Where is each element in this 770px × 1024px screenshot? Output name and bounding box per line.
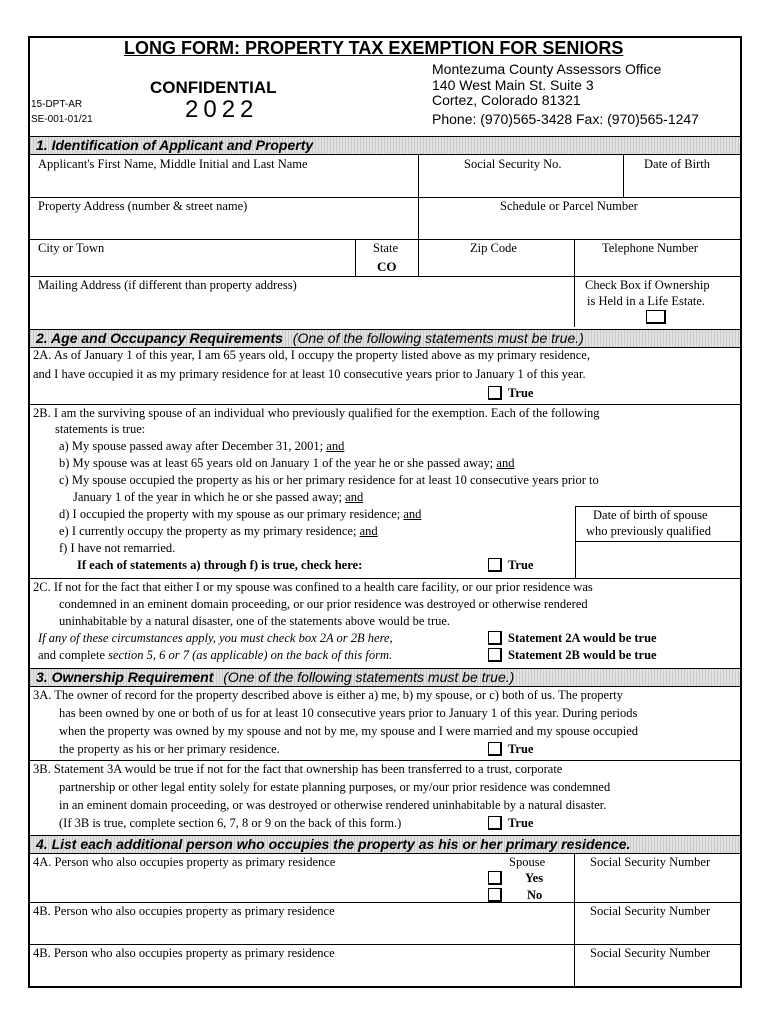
spouse-yes-checkbox[interactable] <box>488 871 502 885</box>
s2c-italic-2b: section 5, 6 or 7 (as applicable) on the back of this form. <box>108 648 393 662</box>
s2b-true-checkbox[interactable] <box>488 558 502 572</box>
life-estate-label-1: Check Box if Ownership <box>585 278 710 292</box>
s3b-line-3: in an eminent domain proceeding, or was destroyed or otherwise rendered uninhabitable by a natural disaster. <box>59 798 607 812</box>
stmt-2a-checkbox[interactable] <box>488 631 502 645</box>
s2b-c-1: c) My spouse occupied the property as his or her primary residence for at least 10 consecutive years prior to <box>59 473 599 487</box>
and-word: and <box>326 439 345 453</box>
s2a-true-label: True <box>508 386 534 400</box>
spouse-yes-label: Yes <box>525 871 544 885</box>
city-label: City or Town <box>38 241 105 255</box>
s2b-true-label: True <box>508 558 534 572</box>
and-word: and <box>496 456 515 470</box>
row-4a-ssn-label: Social Security Number <box>590 855 711 869</box>
row-4a-name-field[interactable] <box>32 870 482 900</box>
s3a-line-3: when the property was owned by my spouse and not by me, my spouse and I were married and my spouse occupied <box>59 724 639 738</box>
section-4-header <box>30 835 740 854</box>
s2b-e-text: e) I currently occupy the property as my primary residence; <box>59 524 360 538</box>
s3a-line-1: 3A. The owner of record for the property described above is either a) me, b) my spouse, or c) both of us. The property <box>33 688 623 702</box>
section-3-title: 3. Ownership Requirement <box>36 669 214 685</box>
stmt-2b-checkbox[interactable] <box>488 648 502 662</box>
s2b-b <box>59 456 514 471</box>
phone-label: Telephone Number <box>602 241 698 255</box>
property-address-field[interactable] <box>32 214 416 238</box>
s3b-true-checkbox[interactable] <box>488 816 502 830</box>
section-3-subtitle: (One of the following statements must be true.) <box>223 669 515 685</box>
office-phone: Phone: (970)565-3428 Fax: (970)565-1247 <box>432 110 699 127</box>
row-4c-label: 4B. Person who also occupies property as primary residence <box>33 946 335 960</box>
s2b-a-text: a) My spouse passed away after December 31, 2001; <box>59 439 327 453</box>
s3a-line-2: has been owned by one or both of us for at least 10 consecutive years prior to January 1 of this year. During periods <box>59 706 638 720</box>
spouse-dob-label-2: who previously qualified <box>586 524 711 538</box>
spouse-label: Spouse <box>509 855 546 869</box>
form-frame <box>28 36 742 988</box>
row-4b-name-field[interactable] <box>32 919 570 943</box>
s3a-line-4: the property as his or her primary residence. <box>59 742 280 756</box>
row-4b-ssn-label: Social Security Number <box>590 904 711 918</box>
s2b-d-text: d) I occupied the property with my spouse as our primary residence; <box>59 507 404 521</box>
spouse-no-label: No <box>527 888 543 902</box>
spouse-no-checkbox[interactable] <box>488 888 502 902</box>
s2c-line-1: 2C. If not for the fact that either I or my spouse was confined to a health care facility, or our prior residence was <box>33 580 593 594</box>
s3b-true-label: True <box>508 816 534 830</box>
life-estate-checkbox[interactable] <box>646 310 666 324</box>
city-field[interactable] <box>32 256 352 275</box>
form-code: 15-DPT-AR <box>31 99 83 110</box>
stmt-2a-label: Statement 2A would be true <box>508 631 657 645</box>
confidential-label: CONFIDENTIAL <box>150 78 277 97</box>
section-4-title: 4. List each additional person who occupies the property as his or her primary residence. <box>36 836 631 852</box>
s2a-line-2: and I have occupied it as my primary residence for at least 10 consecutive years prior to January 1 of this year. <box>33 367 586 381</box>
s2b-b-text: b) My spouse was at least 65 years old on January 1 of the year he or she passed away; <box>59 456 497 470</box>
and-word: and <box>359 524 378 538</box>
row-4c-ssn-label: Social Security Number <box>590 946 711 960</box>
s2c-line-3: uninhabitable by a natural disaster, one of the statements above would be true. <box>59 614 451 628</box>
zip-field[interactable] <box>420 256 572 275</box>
section-1-header <box>30 136 740 155</box>
row-4b-label: 4B. Person who also occupies property as primary residence <box>33 904 335 918</box>
s3a-true-checkbox[interactable] <box>488 742 502 756</box>
form-revision: SE-001-01/21 <box>31 114 93 125</box>
section-3-header <box>30 668 740 687</box>
schedule-field[interactable] <box>420 214 740 238</box>
s2b-c-2-text: January 1 of the year in which he or she passed away; <box>73 490 346 504</box>
s2b-d <box>59 507 421 522</box>
form-year: 2022 <box>185 96 259 123</box>
spouse-dob-label-1: Date of birth of spouse <box>593 508 708 522</box>
mailing-address-field[interactable] <box>32 294 570 326</box>
spouse-dob-field[interactable] <box>577 543 740 577</box>
s2b-a <box>59 439 344 454</box>
section-2-header <box>30 329 740 348</box>
row-4a-label: 4A. Person who also occupies property as primary residence <box>33 855 336 869</box>
s2c-italic-2 <box>38 648 392 663</box>
s2c-italic-2a: and complete <box>38 648 109 662</box>
section-2-subtitle: (One of the following statements must be true.) <box>292 330 584 346</box>
s2b-e <box>59 524 378 539</box>
state-value: CO <box>377 259 397 274</box>
zip-label: Zip Code <box>470 241 517 255</box>
life-estate-label-2: is Held in a Life Estate. <box>587 294 706 308</box>
ssn-label: Social Security No. <box>464 157 562 171</box>
s3a-true-label: True <box>508 742 534 756</box>
s3b-line-1: 3B. Statement 3A would be true if not for the fact that ownership has been transferred to a trust, corporate <box>33 762 563 776</box>
stmt-2b-label: Statement 2B would be true <box>508 648 657 662</box>
row-4a-ssn-field[interactable] <box>576 870 740 900</box>
s2c-italic-1: If any of these circumstances apply, you must check box 2A or 2B here, <box>38 631 393 645</box>
and-word: and <box>345 490 364 504</box>
s2c-line-2: condemned in an eminent domain proceeding, or our prior residence was destroyed or otherwise rendered <box>59 597 588 611</box>
section-1-title: 1. Identification of Applicant and Property <box>36 137 314 153</box>
dob-field[interactable] <box>625 172 740 196</box>
row-4c-ssn-field[interactable] <box>576 961 740 986</box>
office-name: Montezuma County Assessors Office <box>432 61 662 77</box>
s3b-line-2: partnership or other legal entity solely for estate planning purposes, or my/our prior residence was condemned <box>59 780 611 794</box>
s2a-line-1: 2A. As of January 1 of this year, I am 65 years old, I occupy the property listed above as my primary residence, <box>33 348 590 362</box>
s3b-line-4: (If 3B is true, complete section 6, 7, 8 or 9 on the back of this form.) <box>59 816 402 830</box>
ssn-field[interactable] <box>420 172 622 196</box>
s2b-line-2: statements is true: <box>55 422 146 436</box>
applicant-name-label: Applicant's First Name, Middle Initial and Last Name <box>38 157 308 171</box>
section-2-title: 2. Age and Occupancy Requirements <box>36 330 283 346</box>
phone-field[interactable] <box>576 256 740 275</box>
row-4b-ssn-field[interactable] <box>576 919 740 943</box>
form-title: LONG FORM: PROPERTY TAX EXEMPTION FOR SENIORS <box>124 38 624 58</box>
row-4c-name-field[interactable] <box>32 961 570 986</box>
s2a-true-checkbox[interactable] <box>488 386 502 400</box>
office-street: 140 West Main St. Suite 3 <box>432 76 594 93</box>
property-address-label: Property Address (number & street name) <box>38 199 248 213</box>
s2b-c-2 <box>73 490 363 505</box>
applicant-name-field[interactable] <box>32 172 416 196</box>
s2b-check-instruction: If each of statements a) through f) is true, check here: <box>77 558 363 572</box>
s2b-line-1: 2B. I am the surviving spouse of an individual who previously qualified for the exemption. Each of the following <box>33 406 600 420</box>
schedule-label: Schedule or Parcel Number <box>500 199 638 213</box>
s2b-f: f) I have not remarried. <box>59 541 176 555</box>
and-word: and <box>403 507 422 521</box>
dob-label: Date of Birth <box>644 157 710 171</box>
office-city: Cortez, Colorado 81321 <box>432 92 581 108</box>
mailing-address-label: Mailing Address (if different than property address) <box>38 278 297 292</box>
state-label: State <box>373 241 398 255</box>
